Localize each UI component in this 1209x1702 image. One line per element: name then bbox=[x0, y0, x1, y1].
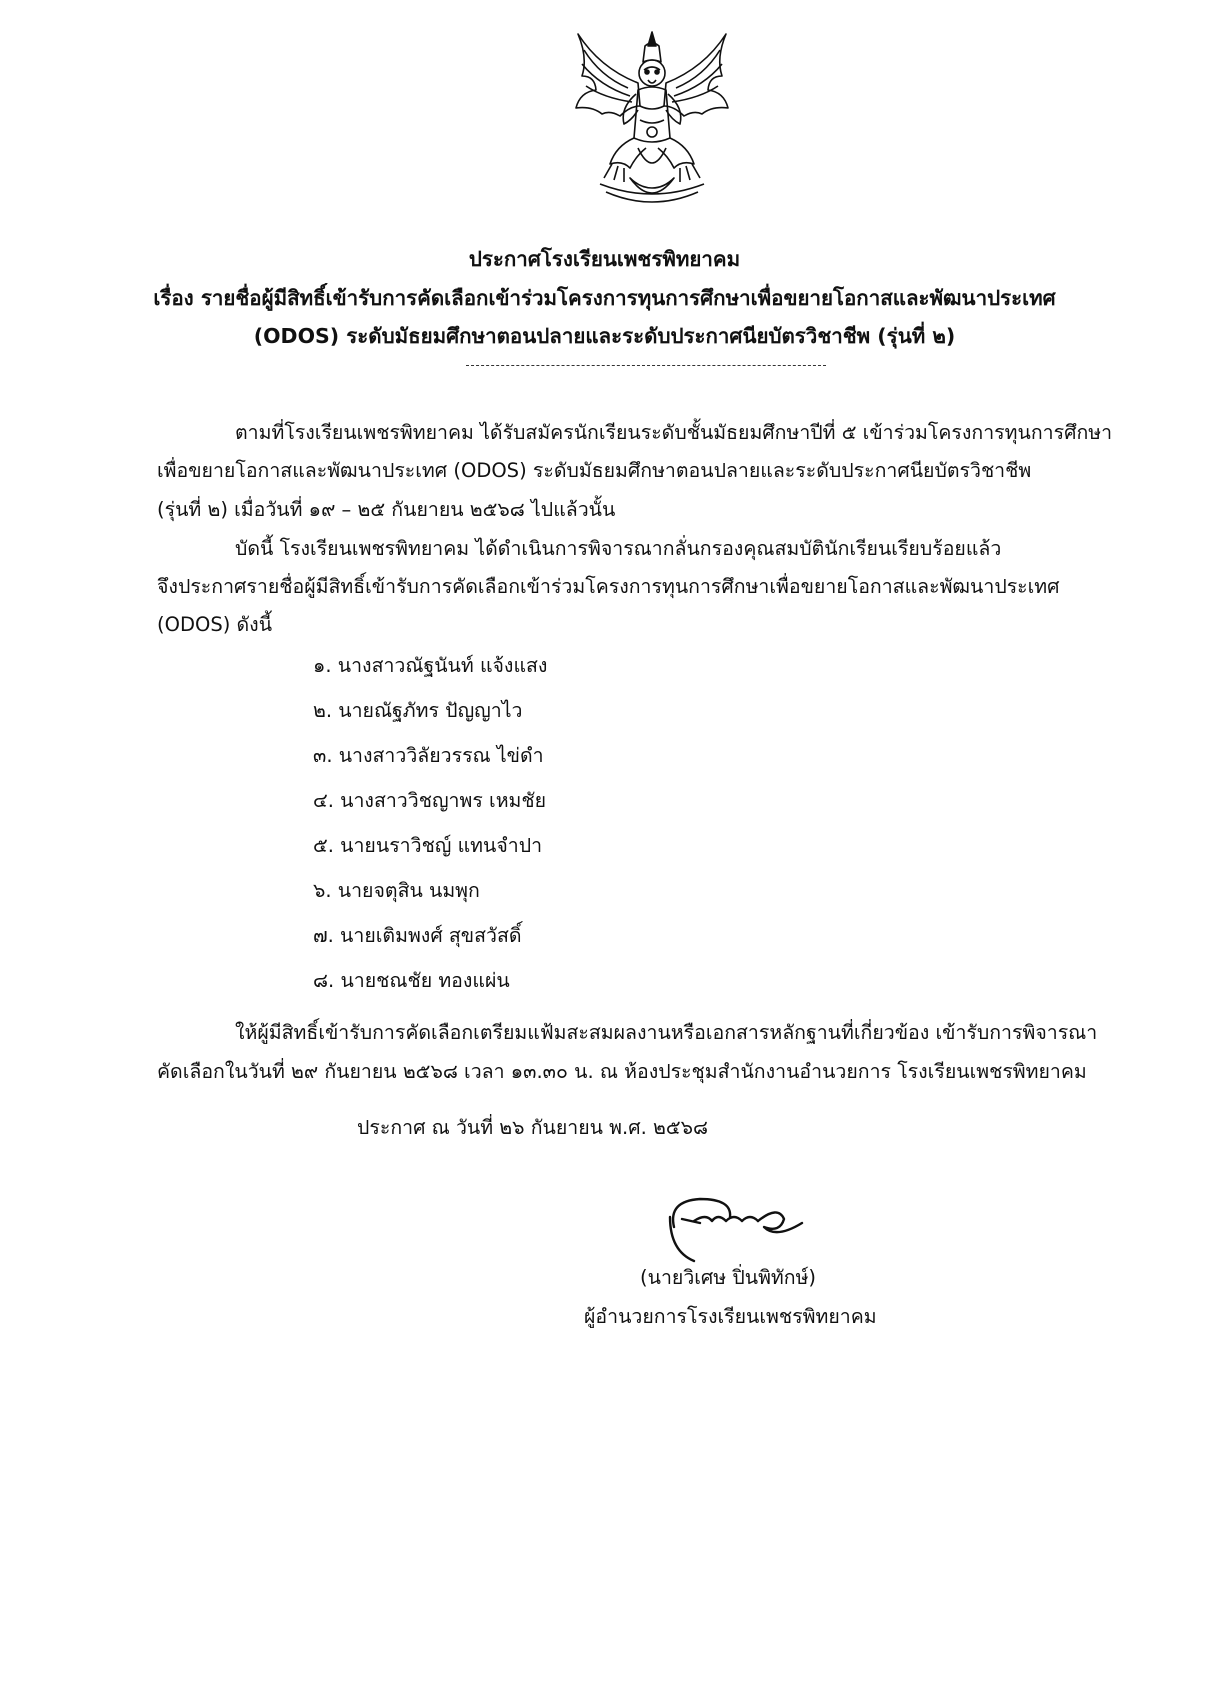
list-item: ๗. นายเติมพงศ์ สุขสวัสดิ์ bbox=[313, 924, 522, 947]
list-item: ๑. นางสาวณัฐนันท์ แจ้งแสง bbox=[313, 654, 548, 677]
paragraph-2-line-2: จึงประกาศรายชื่อผู้มีสิทธิ์เข้ารับการคัดเลือกเข้าร่วมโครงการทุนการศึกษาเพื่อขยายโอกาสและพัฒนาประเทศ bbox=[157, 575, 1060, 598]
garuda-emblem-icon bbox=[560, 28, 745, 216]
signer-position: ผู้อำนวยการโรงเรียนเพชรพิทยาคม bbox=[584, 1305, 877, 1328]
paragraph-1-line-2: เพื่อขยายโอกาสและพัฒนาประเทศ (ODOS) ระดับมัธยมศึกษาตอนปลายและระดับประกาศนียบัตรวิชาชีพ bbox=[157, 459, 1032, 482]
handwritten-signature-icon bbox=[660, 1187, 820, 1267]
list-item: ๒. นายณัฐภัทร ปัญญาไว bbox=[313, 699, 523, 722]
signer-name: (นายวิเศษ ปิ่นพิทักษ์) bbox=[640, 1266, 817, 1289]
list-item: ๘. นายชณชัย ทองแผ่น bbox=[313, 969, 510, 992]
announcement-title: ประกาศโรงเรียนเพชรพิทยาคม bbox=[468, 247, 741, 271]
paragraph-2-line-3: (ODOS) ดังนี้ bbox=[157, 613, 273, 636]
paragraph-1-line-3: (รุ่นที่ ๒) เมื่อวันที่ ๑๙ – ๒๕ กันยายน ๒๕๖๘ ไปแล้วนั้น bbox=[157, 498, 616, 521]
paragraph-3-line-1: ให้ผู้มีสิทธิ์เข้ารับการคัดเลือกเตรียมแฟ้มสะสมผลงานหรือเอกสารหลักฐานที่เกี่ยวข้อง เข้ารับการพิจารณา bbox=[235, 1021, 1098, 1044]
announcement-subject-continued: (ODOS) ระดับมัธยมศึกษาตอนปลายและระดับประกาศนียบัตรวิชาชีพ (รุ่นที่ ๒) bbox=[253, 324, 956, 348]
list-item: ๓. นางสาววิลัยวรรณ ไข่ดำ bbox=[313, 744, 544, 767]
list-item: ๔. นางสาววิชญาพร เหมชัย bbox=[313, 789, 547, 812]
paragraph-1-line-1: ตามที่โรงเรียนเพชรพิทยาคม ได้รับสมัครนักเรียนระดับชั้นมัธยมศึกษาปีที่ ๕ เข้าร่วมโครงการทุนการศึกษา bbox=[235, 421, 1113, 444]
paragraph-2-line-1: บัดนี้ โรงเรียนเพชรพิทยาคม ได้ดำเนินการพิจารณากลั่นกรองคุณสมบัตินักเรียนเรียบร้อยแล้ว bbox=[235, 537, 1002, 560]
announcement-subject: เรื่อง รายชื่อผู้มีสิทธิ์เข้ารับการคัดเลือกเข้าร่วมโครงการทุนการศึกษาเพื่อขยายโอกาสและพัฒนาประเทศ bbox=[153, 286, 1056, 310]
heading-divider bbox=[466, 365, 826, 366]
list-item: ๕. นายนราวิชญ์ แทนจำปา bbox=[313, 834, 543, 857]
list-item: ๖. นายจตุสิน นมพุก bbox=[313, 879, 480, 902]
paragraph-3-line-2: คัดเลือกในวันที่ ๒๙ กันยายน ๒๕๖๘ เวลา ๑๓.๓๐ น. ณ ห้องประชุมสำนักงานอำนวยการ โรงเรียนเพชรพิทยาคม bbox=[157, 1060, 1087, 1083]
announcement-date: ประกาศ ณ วันที่ ๒๖ กันยายน พ.ศ. ๒๕๖๘ bbox=[357, 1116, 709, 1139]
